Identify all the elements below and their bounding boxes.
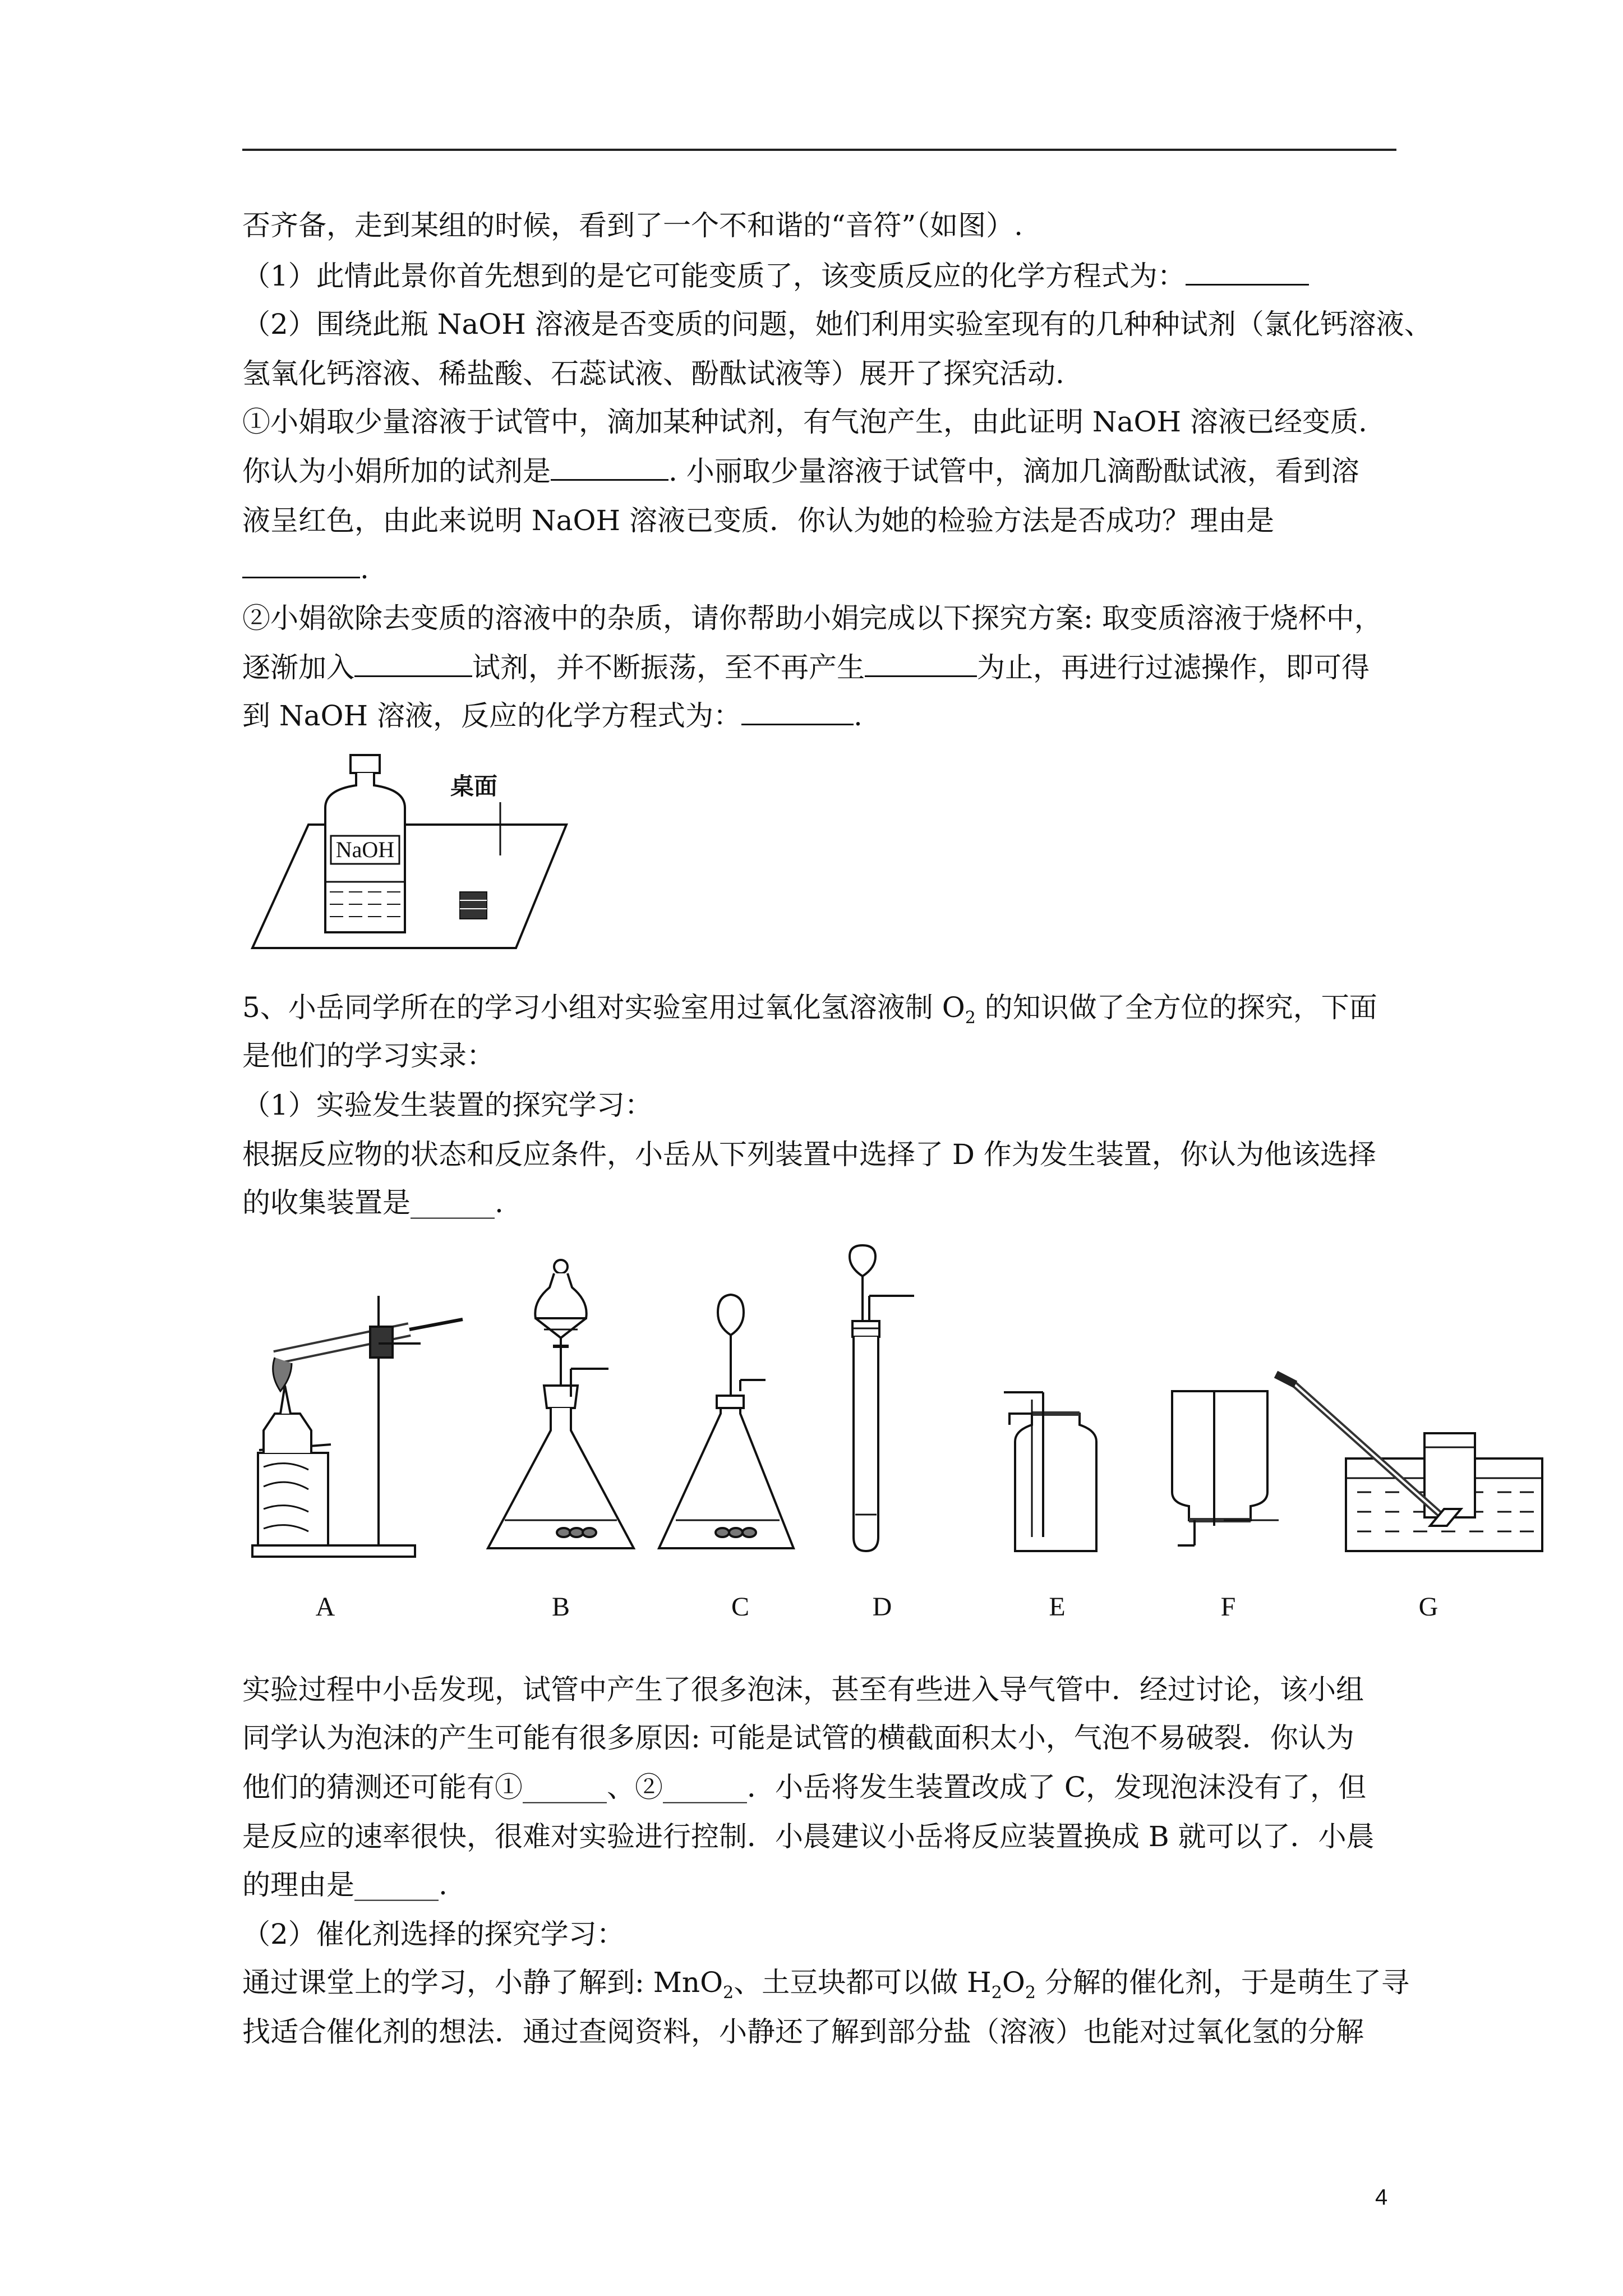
paragraph: 他们的猜测还可能有①______、②______．小岳将发生装置改成了 C，发现泡沫没有了，但 [242, 1771, 1367, 1803]
desk-surface [252, 825, 566, 948]
paragraph: （2）围绕此瓶 NaOH 溶液是否变质的问题，她们利用实验室现有的几种种试剂（氯化钙溶液、 [242, 308, 1432, 341]
label-b: B [551, 1592, 570, 1622]
apparatus-f [1172, 1391, 1279, 1545]
paragraph: 逐渐加入 试剂，并不断振荡，至不再产生 为止，再进行过滤操作，即可得 [242, 651, 1370, 684]
apparatus-figure [241, 1245, 1531, 1627]
apparatus-d [850, 1245, 914, 1551]
desk-label: 桌面 [450, 772, 498, 800]
loose-stopper [460, 892, 487, 919]
paragraph: 5、小岳同学所在的学习小组对实验室用过氧化氢溶液制 $O_2$ 的知识做了全方位的探究，下面 [242, 991, 1377, 1028]
answer-blank[interactable] [1186, 259, 1309, 286]
paragraph: 氢氧化钙溶液、稀盐酸、石蕊试液、酚酞试液等）展开了探究活动. [242, 357, 1064, 390]
bottle-stopper [351, 755, 380, 773]
paragraph: 通过课堂上的学习，小静了解到: MnO$_2$、土豆块都可以做 $H_2O_2$ 分解的催化剂，于是萌生了寻 [242, 1966, 1409, 2003]
paragraph: 是他们的学习实录： [242, 1039, 495, 1072]
apparatus-b [488, 1260, 634, 1548]
paragraph: 的理由是______. [242, 1869, 448, 1901]
label-e: E [1049, 1592, 1066, 1622]
apparatus-g [1276, 1374, 1542, 1551]
paragraph: 你认为小娟所加的试剂是 . 小丽取少量溶液于试管中，滴加几滴酚酞试液，看到溶 [242, 455, 1359, 487]
naoh-bottle-figure [241, 740, 578, 954]
paragraph: . [242, 552, 1398, 586]
paragraph: （1）实验发生装置的探究学习： [242, 1089, 653, 1121]
paragraph: 液呈红色，由此来说明 NaOH 溶液已变质．你认为她的检验方法是否成功？理由是 [242, 504, 1274, 537]
paragraph: ②小娟欲除去变质的溶液中的杂质，请你帮助小娟完成以下探究方案: 取变质溶液于烧杯中， [242, 602, 1382, 634]
label-d: D [872, 1592, 892, 1622]
page-number: 4 [1375, 2185, 1388, 2210]
paragraph: 是反应的速率很快，很难对实验进行控制．小晨建议小岳将反应装置换成 B 就可以了．小晨 [242, 1820, 1375, 1853]
paragraph: 根据反应物的状态和反应条件，小岳从下列装置中选择了 D 作为发生装置，你认为他该选择 [242, 1138, 1376, 1171]
answer-blank[interactable] [242, 552, 360, 578]
bottle-label-text: NaOH [335, 837, 395, 862]
label-a: A [315, 1592, 335, 1622]
apparatus-a [252, 1296, 463, 1557]
paragraph: ①小娟取少量溶液于试管中，滴加某种试剂，有气泡产生，由此证明 NaOH 溶液已经变质. [242, 406, 1367, 438]
paragraph: 找适合催化剂的想法．通过查阅资料，小静还了解到部分盐（溶液）也能对过氧化氢的分解 [242, 2016, 1364, 2048]
paragraph: 实验过程中小岳发现，试管中产生了很多泡沫，甚至有些进入导气管中．经过讨论，该小组 [242, 1673, 1364, 1706]
label-g: G [1418, 1592, 1438, 1622]
answer-blank[interactable] [354, 651, 472, 677]
answer-blank[interactable] [741, 699, 854, 725]
label-c: C [731, 1592, 750, 1622]
answer-blank[interactable] [865, 651, 977, 677]
apparatus-e [1004, 1392, 1096, 1551]
header-rule [242, 149, 1396, 151]
paragraph: 否齐备，走到某组的时候，看到了一个不和谐的“音符”（如图）. [242, 209, 1023, 242]
paragraph: 同学认为泡沫的产生可能有很多原因: 可能是试管的横截面积太小，气泡不易破裂．你认为 [242, 1722, 1354, 1754]
paragraph: 到 NaOH 溶液，反应的化学方程式为： . [242, 700, 863, 732]
paragraph: （1）此情此景你首先想到的是它可能变质了，该变质反应的化学方程式为： [242, 259, 1398, 293]
apparatus-c [659, 1295, 794, 1548]
paragraph: （2）催化剂选择的探究学习： [242, 1918, 625, 1950]
label-f: F [1220, 1592, 1236, 1622]
paragraph: 的收集装置是______. [242, 1186, 504, 1219]
answer-blank[interactable] [551, 454, 668, 481]
